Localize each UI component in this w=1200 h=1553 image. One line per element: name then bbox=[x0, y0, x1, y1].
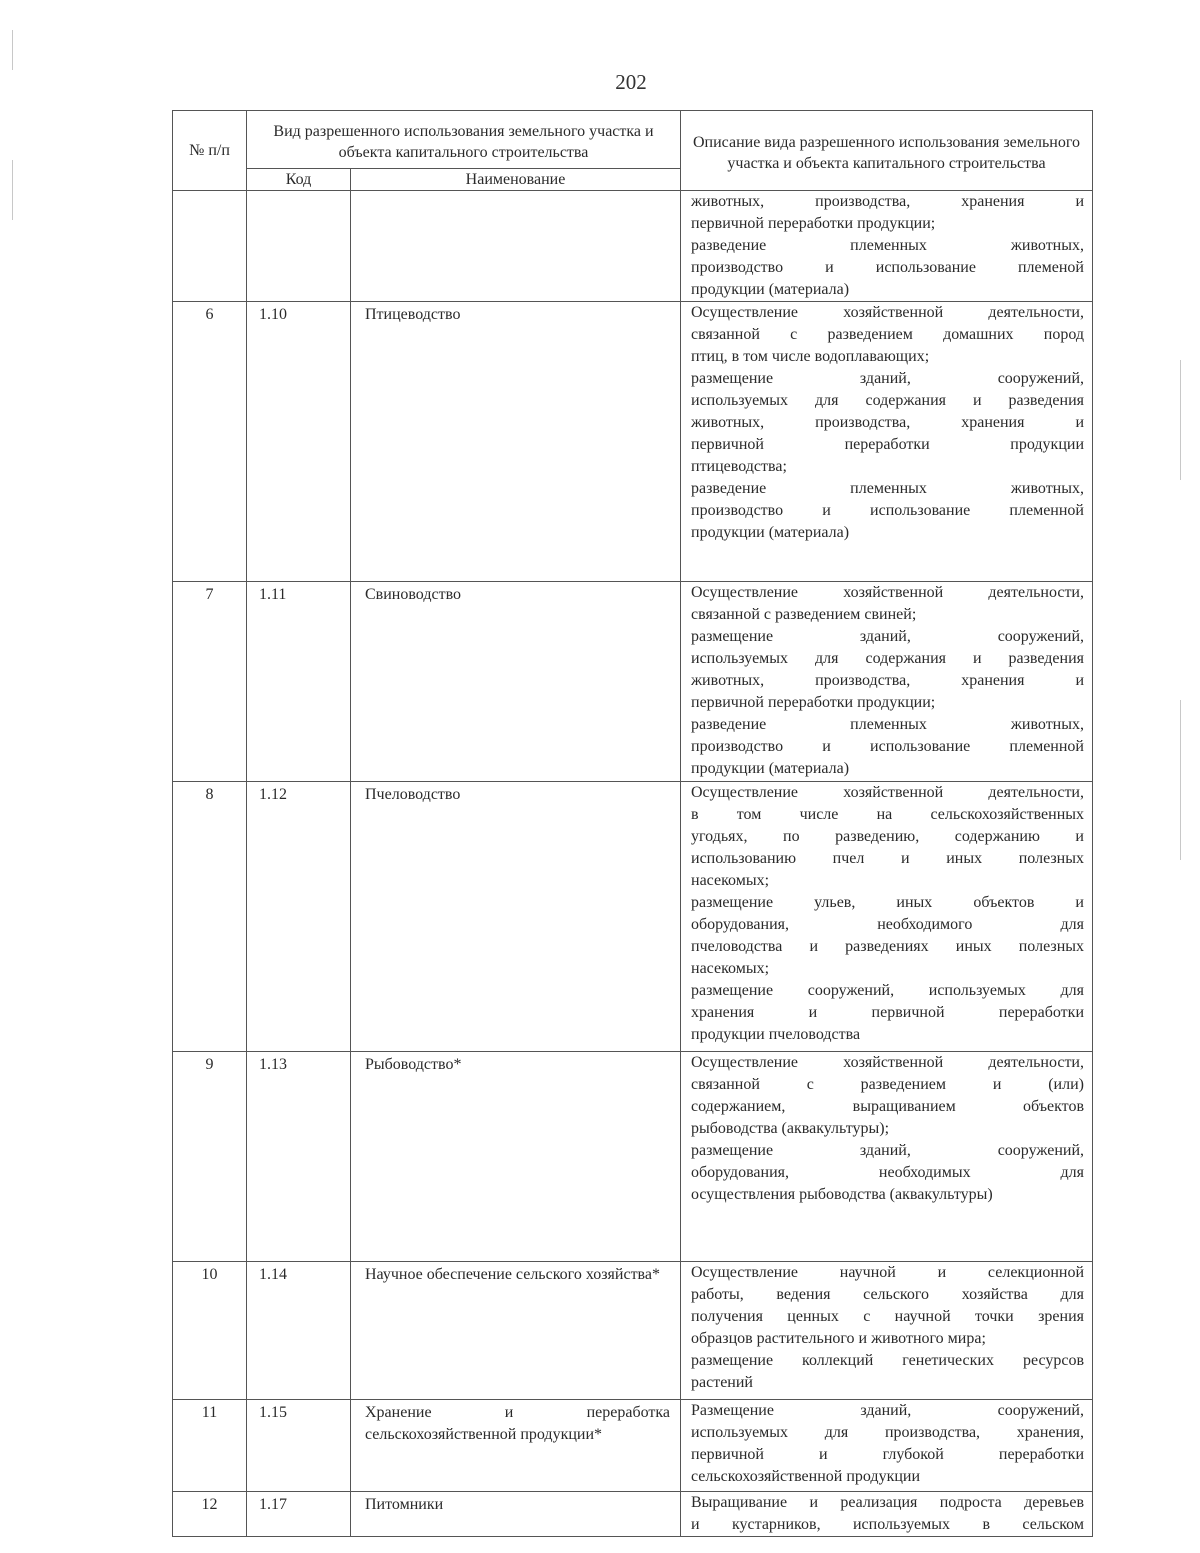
description-line: и кустарников, используемых в сельском bbox=[691, 1516, 1084, 1533]
table-row bbox=[173, 191, 1093, 302]
description-line: насекомых; bbox=[691, 872, 770, 889]
header-code: Код bbox=[247, 169, 351, 191]
description-line: продукции (материала) bbox=[691, 524, 850, 541]
table-row bbox=[173, 1400, 1093, 1492]
row-number: 8 bbox=[173, 782, 247, 1052]
description-line: продукции (материала) bbox=[691, 281, 850, 298]
description-line: связанной с разведением домашних пород bbox=[691, 326, 1084, 343]
description-line: угодьях, по разведению, содержанию и bbox=[691, 828, 1084, 845]
table-row bbox=[173, 782, 1093, 1052]
description-line: Выращивание и реализация подроста деревьев bbox=[691, 1494, 1084, 1511]
row-code: 1.12 bbox=[247, 782, 351, 1052]
row-description bbox=[681, 302, 1093, 582]
description-line: Осуществление хозяйственной деятельности, bbox=[691, 584, 1084, 601]
row-code: 1.15 bbox=[247, 1400, 351, 1492]
description-line: продукции пчеловодства bbox=[691, 1026, 861, 1043]
description-line: производство и использование племенной bbox=[691, 738, 1084, 755]
description-line: получения ценных с научной точки зрения bbox=[691, 1308, 1084, 1325]
row-name: Свиноводство bbox=[351, 582, 681, 782]
description-line: размещение зданий, сооружений, bbox=[691, 370, 1084, 387]
description-line: Осуществление хозяйственной деятельности, bbox=[691, 1054, 1084, 1071]
description-line: рыбоводства (аквакультуры); bbox=[691, 1120, 890, 1137]
row-name: Хранение и переработка сельскохозяйственной продукции* bbox=[351, 1400, 681, 1492]
description-line: животных, производства, хранения и bbox=[691, 414, 1084, 431]
row-description bbox=[681, 1052, 1093, 1262]
row-name: Пчеловодство bbox=[351, 782, 681, 1052]
scan-edge-mark-right bbox=[1180, 700, 1181, 860]
description-line: Осуществление хозяйственной деятельности, bbox=[691, 784, 1084, 801]
scan-edge-mark-right bbox=[1180, 360, 1181, 480]
description-line: сельскохозяйственной продукции bbox=[691, 1468, 921, 1485]
scan-edge-mark-left bbox=[12, 30, 13, 70]
table-row bbox=[173, 1262, 1093, 1400]
row-name: Питомники bbox=[351, 1492, 681, 1537]
row-name bbox=[351, 191, 681, 302]
header-num: № п/п bbox=[173, 111, 247, 191]
description-line: пчеловодства и разведениях иных полезных bbox=[691, 938, 1084, 955]
description-line: птицеводства; bbox=[691, 458, 787, 475]
header-type-group: Вид разрешенного использования земельного участка и объекта капитального строительства bbox=[247, 111, 681, 169]
description-line: осуществления рыбоводства (аквакультуры) bbox=[691, 1186, 993, 1203]
row-number: 10 bbox=[173, 1262, 247, 1400]
description-line: животных, производства, хранения и bbox=[691, 193, 1084, 210]
description-line: производство и использование племеной bbox=[691, 259, 1084, 276]
description-line: содержанием, выращиванием объектов bbox=[691, 1098, 1084, 1115]
row-description bbox=[681, 782, 1093, 1052]
description-line: Размещение зданий, сооружений, bbox=[691, 1402, 1084, 1419]
description-line: разведение племенных животных, bbox=[691, 237, 1084, 254]
row-name: Птицеводство bbox=[351, 302, 681, 582]
row-code: 1.17 bbox=[247, 1492, 351, 1537]
land-use-table bbox=[172, 110, 1093, 1537]
row-name: Рыбоводство* bbox=[351, 1052, 681, 1262]
row-description bbox=[681, 191, 1093, 302]
description-line: птиц, в том числе водоплавающих; bbox=[691, 348, 930, 365]
table-body bbox=[173, 191, 1093, 1537]
description-line: использованию пчел и иных полезных bbox=[691, 850, 1084, 867]
table-row bbox=[173, 1052, 1093, 1262]
description-line: размещение сооружений, используемых для bbox=[691, 982, 1084, 999]
row-code: 1.14 bbox=[247, 1262, 351, 1400]
description-line: первичной и глубокой переработки bbox=[691, 1446, 1084, 1463]
row-description bbox=[681, 1400, 1093, 1492]
description-line: размещение коллекций генетических ресурсов bbox=[691, 1352, 1084, 1369]
description-line: разведение племенных животных, bbox=[691, 480, 1084, 497]
header-name: Наименование bbox=[351, 169, 681, 191]
row-number: 6 bbox=[173, 302, 247, 582]
description-line: Осуществление хозяйственной деятельности, bbox=[691, 304, 1084, 321]
description-line: работы, ведения сельского хозяйства для bbox=[691, 1286, 1084, 1303]
description-line: первичной переработки продукции bbox=[691, 436, 1084, 453]
row-code: 1.13 bbox=[247, 1052, 351, 1262]
row-description bbox=[681, 1492, 1093, 1537]
table-row bbox=[173, 1492, 1093, 1537]
description-line: используемых для содержания и разведения bbox=[691, 650, 1084, 667]
description-line: разведение племенных животных, bbox=[691, 716, 1084, 733]
description-line: размещение ульев, иных объектов и bbox=[691, 894, 1084, 911]
description-line: используемых для производства, хранения, bbox=[691, 1424, 1084, 1441]
description-line: используемых для содержания и разведения bbox=[691, 392, 1084, 409]
description-line: связанной с разведением и (или) bbox=[691, 1076, 1084, 1093]
row-description bbox=[681, 582, 1093, 782]
row-number: 9 bbox=[173, 1052, 247, 1262]
description-line: первичной переработки продукции; bbox=[691, 215, 936, 232]
scan-edge-mark-left bbox=[12, 160, 13, 220]
row-name: Научное обеспечение сельского хозяйства* bbox=[351, 1262, 681, 1400]
table-row bbox=[173, 302, 1093, 582]
row-number bbox=[173, 191, 247, 302]
table-header bbox=[173, 111, 1093, 191]
header-description: Описание вида разрешенного использования земельного участка и объекта капитального строительства bbox=[681, 111, 1093, 191]
description-line: растений bbox=[691, 1374, 753, 1391]
description-line: размещение зданий, сооружений, bbox=[691, 1142, 1084, 1159]
description-line: образцов растительного и животного мира; bbox=[691, 1330, 986, 1347]
row-number: 12 bbox=[173, 1492, 247, 1537]
description-line: насекомых; bbox=[691, 960, 770, 977]
table-row bbox=[173, 582, 1093, 782]
description-line: хранения и первичной переработки bbox=[691, 1004, 1084, 1021]
row-code bbox=[247, 191, 351, 302]
row-number: 11 bbox=[173, 1400, 247, 1492]
row-number: 7 bbox=[173, 582, 247, 782]
description-line: связанной с разведением свиней; bbox=[691, 606, 917, 623]
description-line: продукции (материала) bbox=[691, 760, 850, 777]
description-line: животных, производства, хранения и bbox=[691, 672, 1084, 689]
row-code: 1.11 bbox=[247, 582, 351, 782]
row-code: 1.10 bbox=[247, 302, 351, 582]
description-line: размещение зданий, сооружений, bbox=[691, 628, 1084, 645]
description-line: первичной переработки продукции; bbox=[691, 694, 936, 711]
description-line: производство и использование племенной bbox=[691, 502, 1084, 519]
description-line: оборудования, необходимых для bbox=[691, 1164, 1084, 1181]
row-description bbox=[681, 1262, 1093, 1400]
description-line: в том числе на сельскохозяйственных bbox=[691, 806, 1084, 823]
page-number: 202 bbox=[615, 70, 647, 94]
description-line: Осуществление научной и селекционной bbox=[691, 1264, 1084, 1281]
description-line: оборудования, необходимого для bbox=[691, 916, 1084, 933]
